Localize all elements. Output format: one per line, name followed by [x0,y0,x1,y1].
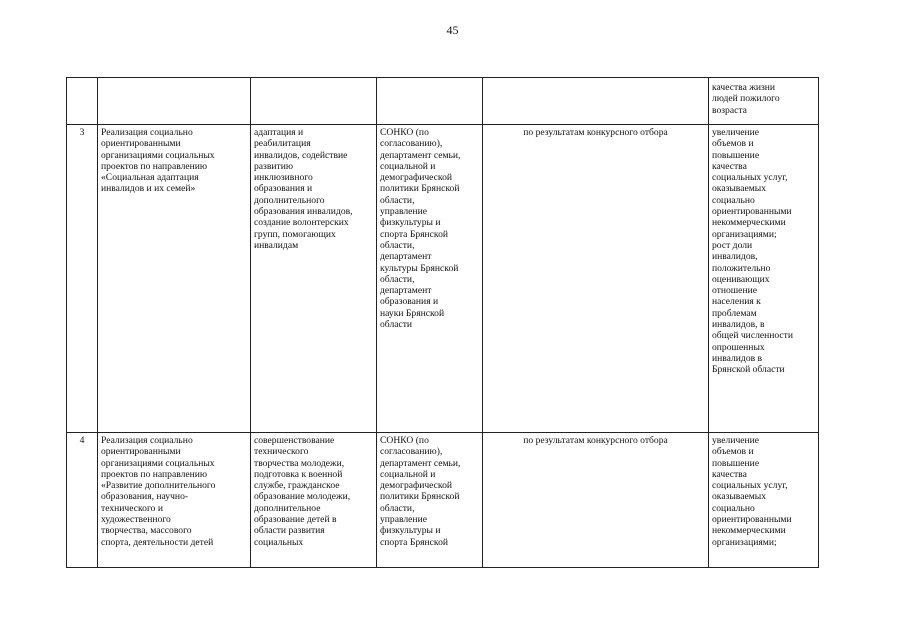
measure-tasks-line: подготовка к военной [254,468,343,480]
expected-result-line: оказываемых [712,183,767,195]
measure-name-line: творчества, массового [101,525,192,537]
executors-line: политики Брянской [380,183,460,195]
executors-line: области, [380,194,415,206]
executors-line: управление [380,206,427,218]
executors [377,433,483,568]
expected-result-line: Брянской области [712,364,785,376]
measure-name-line: Реализация социально [101,435,193,446]
executors-line: департамент семьи, [380,149,461,161]
measure-tasks-line: дополнительного [254,194,325,206]
expected-result-line: инвалидов, [712,251,758,263]
measure-tasks-line: совершенствование [254,435,335,446]
expected-result-line: организациями; [712,228,777,240]
funding-source: по результатам конкурсного отбора [483,125,709,433]
expected-result-line: качества [712,468,747,480]
measure-name-line: проектов по направлению [101,160,208,172]
expected-result-line: организациями; [712,536,777,548]
executors [377,78,483,125]
expected-result [709,78,819,125]
expected-result-line: опрошенных [712,341,765,353]
table-row [67,433,819,568]
table-row [67,125,819,433]
measure-tasks-line: социальных [254,536,304,548]
expected-result-line: рост доли [712,239,753,251]
measure-name-line: «Развитие дополнительного [101,480,216,492]
measure-tasks-line: инклюзивного [254,172,313,184]
funding-source [483,78,709,125]
expected-result-line: положительно [712,262,771,274]
expected-result-line: возраста [712,104,747,116]
executors-line: департамент [380,285,432,297]
executors-line: демографической [380,172,453,184]
measure-tasks-line: адаптация и [254,127,304,138]
expected-result-line: населения к [712,296,761,308]
row-number: 3 [67,125,98,433]
executors-line: социальной и [380,160,436,172]
measure-tasks-line: создание волонтерских [254,217,349,229]
expected-result-line: увеличение [712,127,760,138]
executors-line: физкультуры и [380,525,441,537]
expected-result-line: отношение [712,285,757,297]
measure-tasks [251,125,377,433]
expected-result-line: социально [712,502,755,514]
measure-tasks-line: творчества молодежи, [254,457,345,469]
measure-name-line: образования, научно- [101,491,189,503]
page-number: 45 [446,23,459,37]
executors-line: департамент семьи, [380,457,461,469]
measure-name-line: организациями социальных [101,149,215,161]
measure-name [98,125,251,433]
measure-tasks-line: реабилитация [254,138,311,150]
measure-name-line: организациями социальных [101,457,215,469]
expected-result-line: оказываемых [712,491,767,503]
expected-result [709,433,819,568]
measure-tasks-line: развитию [254,160,294,172]
executors-line: СОНКО (по [380,127,429,138]
measure-name [98,433,251,568]
executors-line: спорта Брянской [380,536,449,548]
funding-source: по результатам конкурсного отбора [483,433,709,568]
executors-line: политики Брянской [380,491,460,503]
executors-line: области, [380,239,415,251]
expected-result-line: некоммерческими [712,217,786,229]
measure-name-line: художественного [101,514,171,526]
executors-line: согласованию), [380,446,443,458]
executors-line: департамент [380,251,432,263]
executors [377,125,483,433]
measure-tasks-line: службе, гражданское [254,480,340,492]
executors-line: области, [380,273,415,285]
measure-name-line: «Социальная адаптация [101,172,199,184]
executors-line: социальной и [380,468,436,480]
measure-name-line: Реализация социально [101,127,193,138]
measure-tasks-line: групп, помогающих [254,228,336,240]
executors-line: СОНКО (по [380,435,429,446]
table-row [67,78,819,125]
expected-result-line: объемов и [712,446,754,458]
measure-tasks-line: образования и [254,183,313,195]
executors-line: культуры Брянской [380,262,459,274]
expected-result-line: ориентированными [712,206,792,218]
measure-tasks-line: дополнительное [254,502,321,514]
expected-result-line: инвалидов в [712,352,763,364]
expected-result-line: инвалидов, в [712,319,765,331]
executors-line: спорта Брянской [380,228,449,240]
expected-result-line: оценивающих [712,273,770,285]
measure-tasks-line: образования инвалидов, [254,206,353,218]
expected-result-line: качества жизни [712,82,776,93]
expected-result-line: социальных услуг, [712,480,788,492]
measure-name [98,78,251,125]
expected-result-line: общей численности [712,330,794,342]
measure-name-line: проектов по направлению [101,468,208,480]
expected-result-line: повышение [712,149,760,161]
expected-result-line: социально [712,194,755,206]
table-body [67,78,819,568]
executors-line: физкультуры и [380,217,441,229]
executors-line: образования и [380,296,439,308]
measure-tasks-line: инвалидам [254,239,299,251]
expected-result-line: людей пожилого [712,93,780,105]
executors-line: согласованию), [380,138,443,150]
expected-result-line: повышение [712,457,760,469]
expected-result-line: некоммерческими [712,525,786,537]
measure-tasks-line: образование детей в [254,514,337,526]
measure-tasks-line: области развития [254,525,325,537]
measure-name-line: спорта, деятельности детей [101,536,214,548]
expected-result-line: проблемам [712,307,757,319]
measure-name-line: технического и [101,502,163,514]
measure-tasks [251,78,377,125]
expected-result-line: социальных услуг, [712,172,788,184]
expected-result-line: увеличение [712,435,760,446]
expected-result-line: ориентированными [712,514,792,526]
measure-tasks-line: инвалидов, содействие [254,149,348,161]
expected-result-line: объемов и [712,138,754,150]
executors-line: управление [380,514,427,526]
measure-tasks-line: технического [254,446,309,458]
expected-result [709,125,819,433]
measure-name-line: ориентированными [101,138,181,150]
program-table [66,77,819,568]
expected-result-line: качества [712,160,747,172]
executors-line: области, [380,502,415,514]
measure-name-line: ориентированными [101,446,181,458]
row-number: 4 [67,433,98,568]
measure-name-line: инвалидов и их семей» [101,183,196,195]
measure-tasks-line: образование молодежи, [254,491,351,503]
executors-line: науки Брянской [380,307,445,319]
row-number [67,78,98,125]
executors-line: области [380,319,413,331]
executors-line: демографической [380,480,453,492]
measure-tasks [251,433,377,568]
